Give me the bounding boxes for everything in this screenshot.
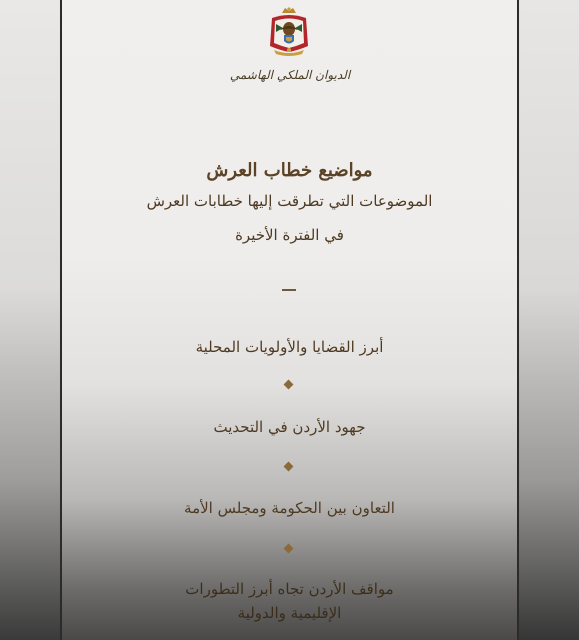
- jordan-coat-of-arms-icon: [266, 6, 312, 58]
- section-divider: [282, 289, 296, 291]
- background-right-margin: [519, 0, 579, 640]
- diamond-icon: [284, 544, 294, 554]
- royal-court-name: الديوان الملكي الهاشمي: [229, 68, 351, 82]
- page-subtitle-line-2: في الفترة الأخيرة: [235, 226, 344, 244]
- page-title: مواضيع خطاب العرش: [206, 160, 373, 181]
- topic-item-regional-positions-line-1: مواقف الأردن تجاه أبرز التطورات: [185, 580, 394, 598]
- page-subtitle-line-1: الموضوعات التي تطرقت إليها خطابات العرش: [146, 192, 433, 210]
- diamond-icon: [284, 462, 294, 472]
- diamond-icon: [284, 380, 294, 390]
- background-left-margin: [0, 0, 60, 640]
- topic-item-government-parliament: التعاون بين الحكومة ومجلس الأمة: [184, 499, 395, 517]
- topic-item-regional-positions-line-2: الإقليمية والدولية: [237, 604, 342, 622]
- speech-topics-card: [62, 0, 517, 640]
- topic-item-local-priorities: أبرز القضايا والأولويات المحلية: [195, 338, 384, 356]
- topic-item-modernization: جهود الأردن في التحديث: [213, 418, 366, 436]
